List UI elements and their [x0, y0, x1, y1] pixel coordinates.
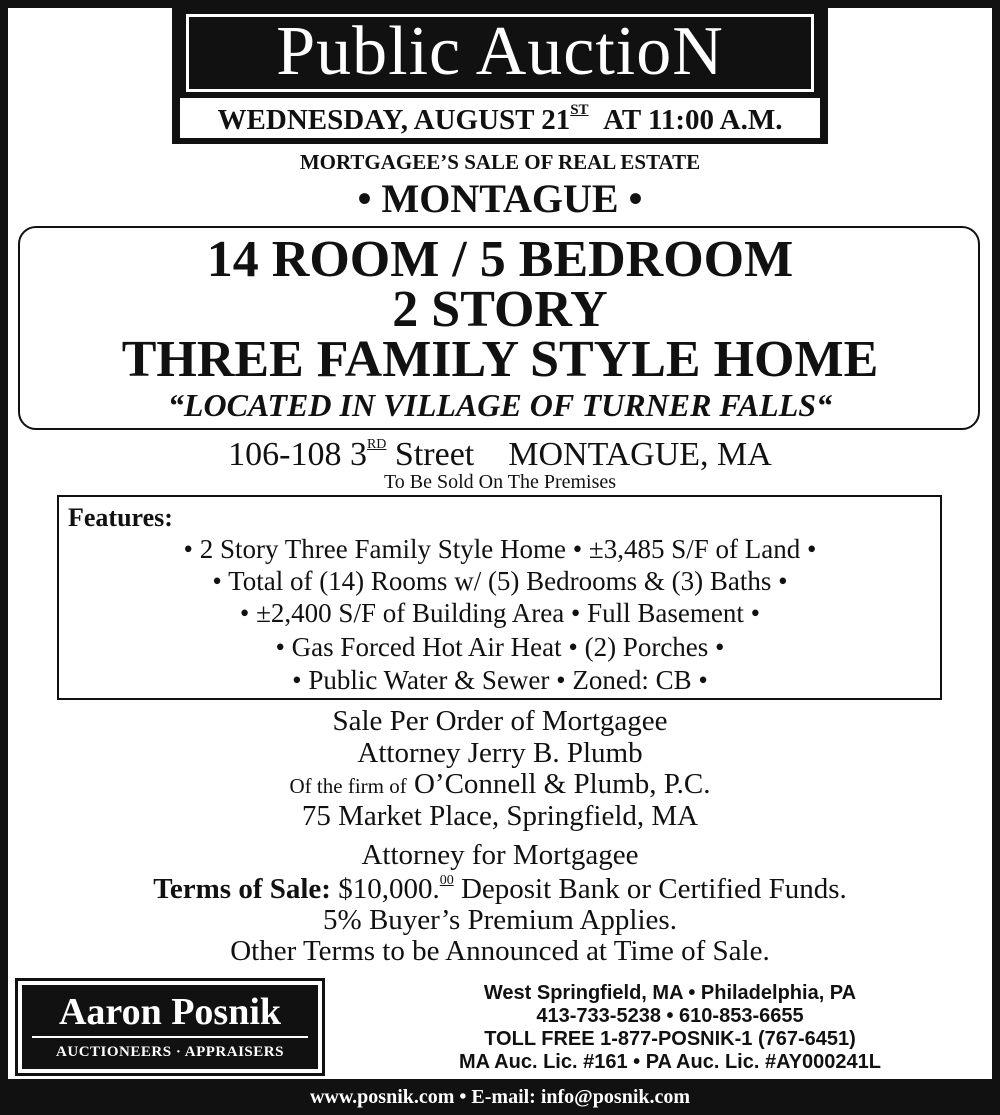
terms-amount: $10,000. [338, 873, 440, 905]
feature-line: • 2 Story Three Family Style Home • ±3,485 S/F of Land • [183, 534, 817, 564]
auction-date-time: AT 11:00 A.M. [603, 104, 783, 136]
other-terms: Other Terms to be Announced at Time of Sale. [230, 935, 770, 967]
attorney-firm-prefix: Of the firm of [289, 774, 407, 798]
auction-date [180, 98, 820, 138]
contact-locations: West Springfield, MA • Philadelphia, PA [483, 982, 857, 1004]
terms-label: Terms of Sale: [153, 873, 331, 905]
terms-deposit: Deposit Bank or Certified Funds. [460, 873, 847, 905]
terms-of-sale [0, 872, 1000, 906]
logo-divider [32, 1036, 308, 1038]
property-style: THREE FAMILY STYLE HOME [121, 331, 879, 388]
property-address [0, 436, 1000, 474]
terms-cents: 00 [439, 873, 454, 888]
address-number: 106-108 3 [228, 436, 367, 473]
feature-line: • ±2,400 S/F of Building Area • Full Basement • [239, 598, 761, 628]
contact-block [400, 982, 940, 1074]
address-ordinal: RD [366, 437, 387, 452]
logo-subtitle: AUCTIONEERS · APPRAISERS [56, 1044, 284, 1060]
property-tagline: “LOCATED IN VILLAGE OF TURNER FALLS“ [167, 387, 833, 423]
premises-note: To Be Sold On The Premises [383, 471, 617, 493]
attorney-order: Sale Per Order of Mortgagee [332, 705, 668, 737]
auction-title: Public AuctioN [186, 14, 814, 92]
buyer-premium: 5% Buyer’s Premium Applies. [323, 904, 677, 936]
features-heading: Features: [68, 503, 173, 532]
feature-line: • Public Water & Sewer • Zoned: CB • [292, 665, 708, 695]
sale-type: MORTGAGEE’S SALE OF REAL ESTATE [299, 150, 701, 174]
attorney-address: 75 Market Place, Springfield, MA [301, 800, 699, 832]
property-stories: 2 STORY [392, 281, 608, 338]
town-heading: • MONTAGUE • [357, 176, 643, 221]
contact-toll-free: TOLL FREE 1-877-POSNIK-1 (767-6451) [484, 1028, 856, 1050]
attorney-name: Attorney Jerry B. Plumb [357, 737, 643, 769]
auction-date-day: WEDNESDAY, AUGUST 21 [217, 104, 571, 136]
company-logo [22, 985, 318, 1069]
address-city: MONTAGUE, MA [508, 436, 772, 473]
contact-licenses: MA Auc. Lic. #161 • PA Auc. Lic. #AY000241L [459, 1051, 881, 1073]
property-rooms: 14 ROOM / 5 BEDROOM [206, 231, 794, 288]
feature-line: • Total of (14) Rooms w/ (5) Bedrooms & (3) Baths • [212, 566, 788, 596]
auction-date-ordinal: ST [570, 102, 589, 118]
logo-name: Aaron Posnik [58, 991, 282, 1033]
attorney-firm-name: O’Connell & Plumb, P.C. [413, 768, 711, 800]
feature-line: • Gas Forced Hot Air Heat • (2) Porches • [275, 632, 725, 662]
attorney-role: Attorney for Mortgagee [361, 839, 639, 871]
contact-phones: 413-733-5238 • 610-853-6655 [536, 1005, 804, 1027]
attorney-firm [0, 767, 1000, 803]
address-street: Street [394, 436, 475, 473]
footer-bar[interactable]: www.posnik.com • E-mail: info@posnik.com [0, 1079, 1000, 1115]
